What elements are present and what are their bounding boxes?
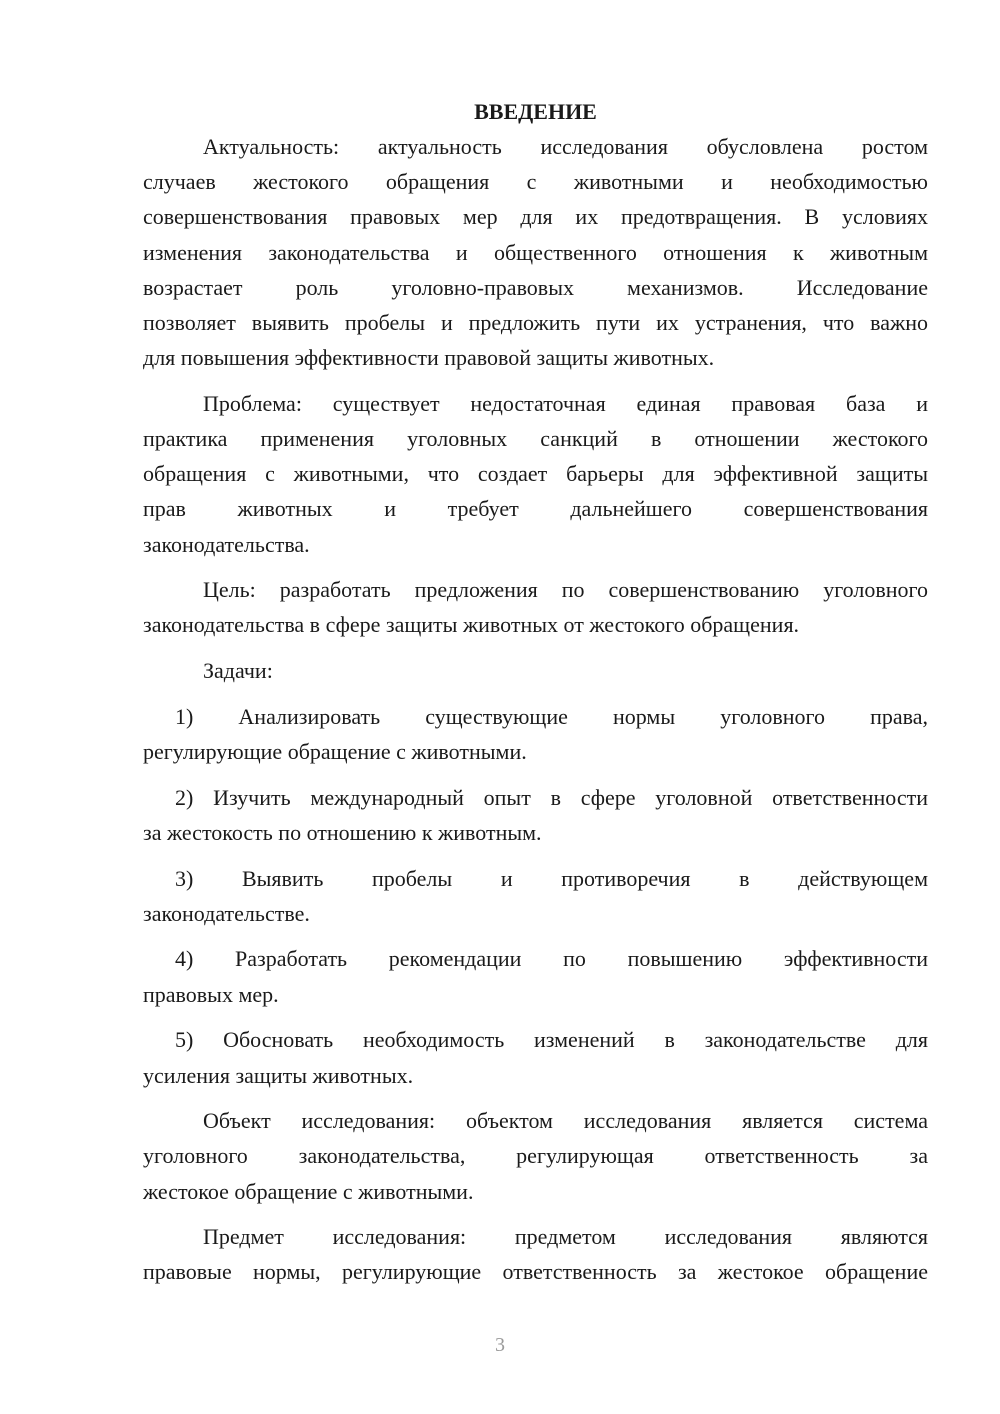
paragraph-goal <box>143 572 928 642</box>
text-line: 3) Выявить пробелы и противоречия в действующем <box>175 865 928 891</box>
text-line: Задачи: <box>203 658 273 684</box>
text-line: правовые нормы, регулирующие ответственность за жестокое обращение <box>143 1259 928 1285</box>
text-line: Проблема: существует недостаточная единая правовая база и <box>203 390 928 416</box>
task-item-4 <box>143 941 928 1011</box>
text-line: Цель: разработать предложения по совершенствованию уголовного <box>203 577 928 603</box>
paragraph-object <box>143 1103 928 1209</box>
text-line: случаев жестокого обращения с животными и необходимостью <box>143 169 928 195</box>
text-line: Объект исследования: объектом исследования является система <box>203 1108 928 1134</box>
text-line: возрастает роль уголовно-правовых механизмов. Исследование <box>143 274 928 300</box>
paragraph-problem <box>143 386 928 562</box>
text-line: позволяет выявить пробелы и предложить пути их устранения, что важно <box>143 309 928 335</box>
text-line: 5) Обосновать необходимость изменений в законодательстве для <box>175 1027 928 1053</box>
section-title: ВВЕДЕНИЕ <box>474 99 597 124</box>
task-item-3 <box>143 861 928 931</box>
text-line: законодательства. <box>143 531 310 557</box>
text-line: для повышения эффективности правовой защиты животных. <box>143 345 715 371</box>
text-line: Предмет исследования: предметом исследования являются <box>203 1224 928 1250</box>
text-line: регулирующие обращение с животными. <box>143 739 527 764</box>
text-line: законодательства в сфере защиты животных от жестокого обращения. <box>143 612 800 638</box>
text-line: усиления защиты животных. <box>143 1062 414 1088</box>
text-line: изменения законодательства и общественного отношения к животным <box>143 239 928 265</box>
text-line: практика применения уголовных санкций в отношении жестокого <box>143 426 928 451</box>
page-number: 3 <box>495 1334 505 1356</box>
text-line: жестокое обращение с животными. <box>143 1178 474 1204</box>
text-line: 2) Изучить международный опыт в сфере уголовной ответственности <box>175 784 928 810</box>
task-item-2 <box>143 780 928 850</box>
text-line: уголовного законодательства, регулирующая ответственность за <box>143 1143 928 1169</box>
text-line: 1) Анализировать существующие нормы уголовного права, <box>175 703 928 729</box>
text-line: правовых мер. <box>143 981 279 1007</box>
document-page <box>143 94 928 1290</box>
text-line: обращения с животными, что создает барьеры для эффективной защиты <box>143 461 928 487</box>
paragraph-tasks-heading <box>143 653 928 688</box>
task-item-5 <box>143 1022 928 1092</box>
paragraph-relevance <box>143 129 928 375</box>
paragraph-subject <box>143 1219 928 1289</box>
text-line: совершенствования правовых мер для их предотвращения. В условиях <box>143 204 928 230</box>
text-line: 4) Разработать рекомендации по повышению эффективности <box>175 946 928 972</box>
task-item-1 <box>143 699 928 769</box>
text-line: за жестокость по отношению к животным. <box>143 819 542 845</box>
text-line: Актуальность: актуальность исследования обусловлена ростом <box>203 134 928 159</box>
text-line: законодательстве. <box>143 900 310 926</box>
text-line: прав животных и требует дальнейшего совершенствования <box>143 496 928 522</box>
